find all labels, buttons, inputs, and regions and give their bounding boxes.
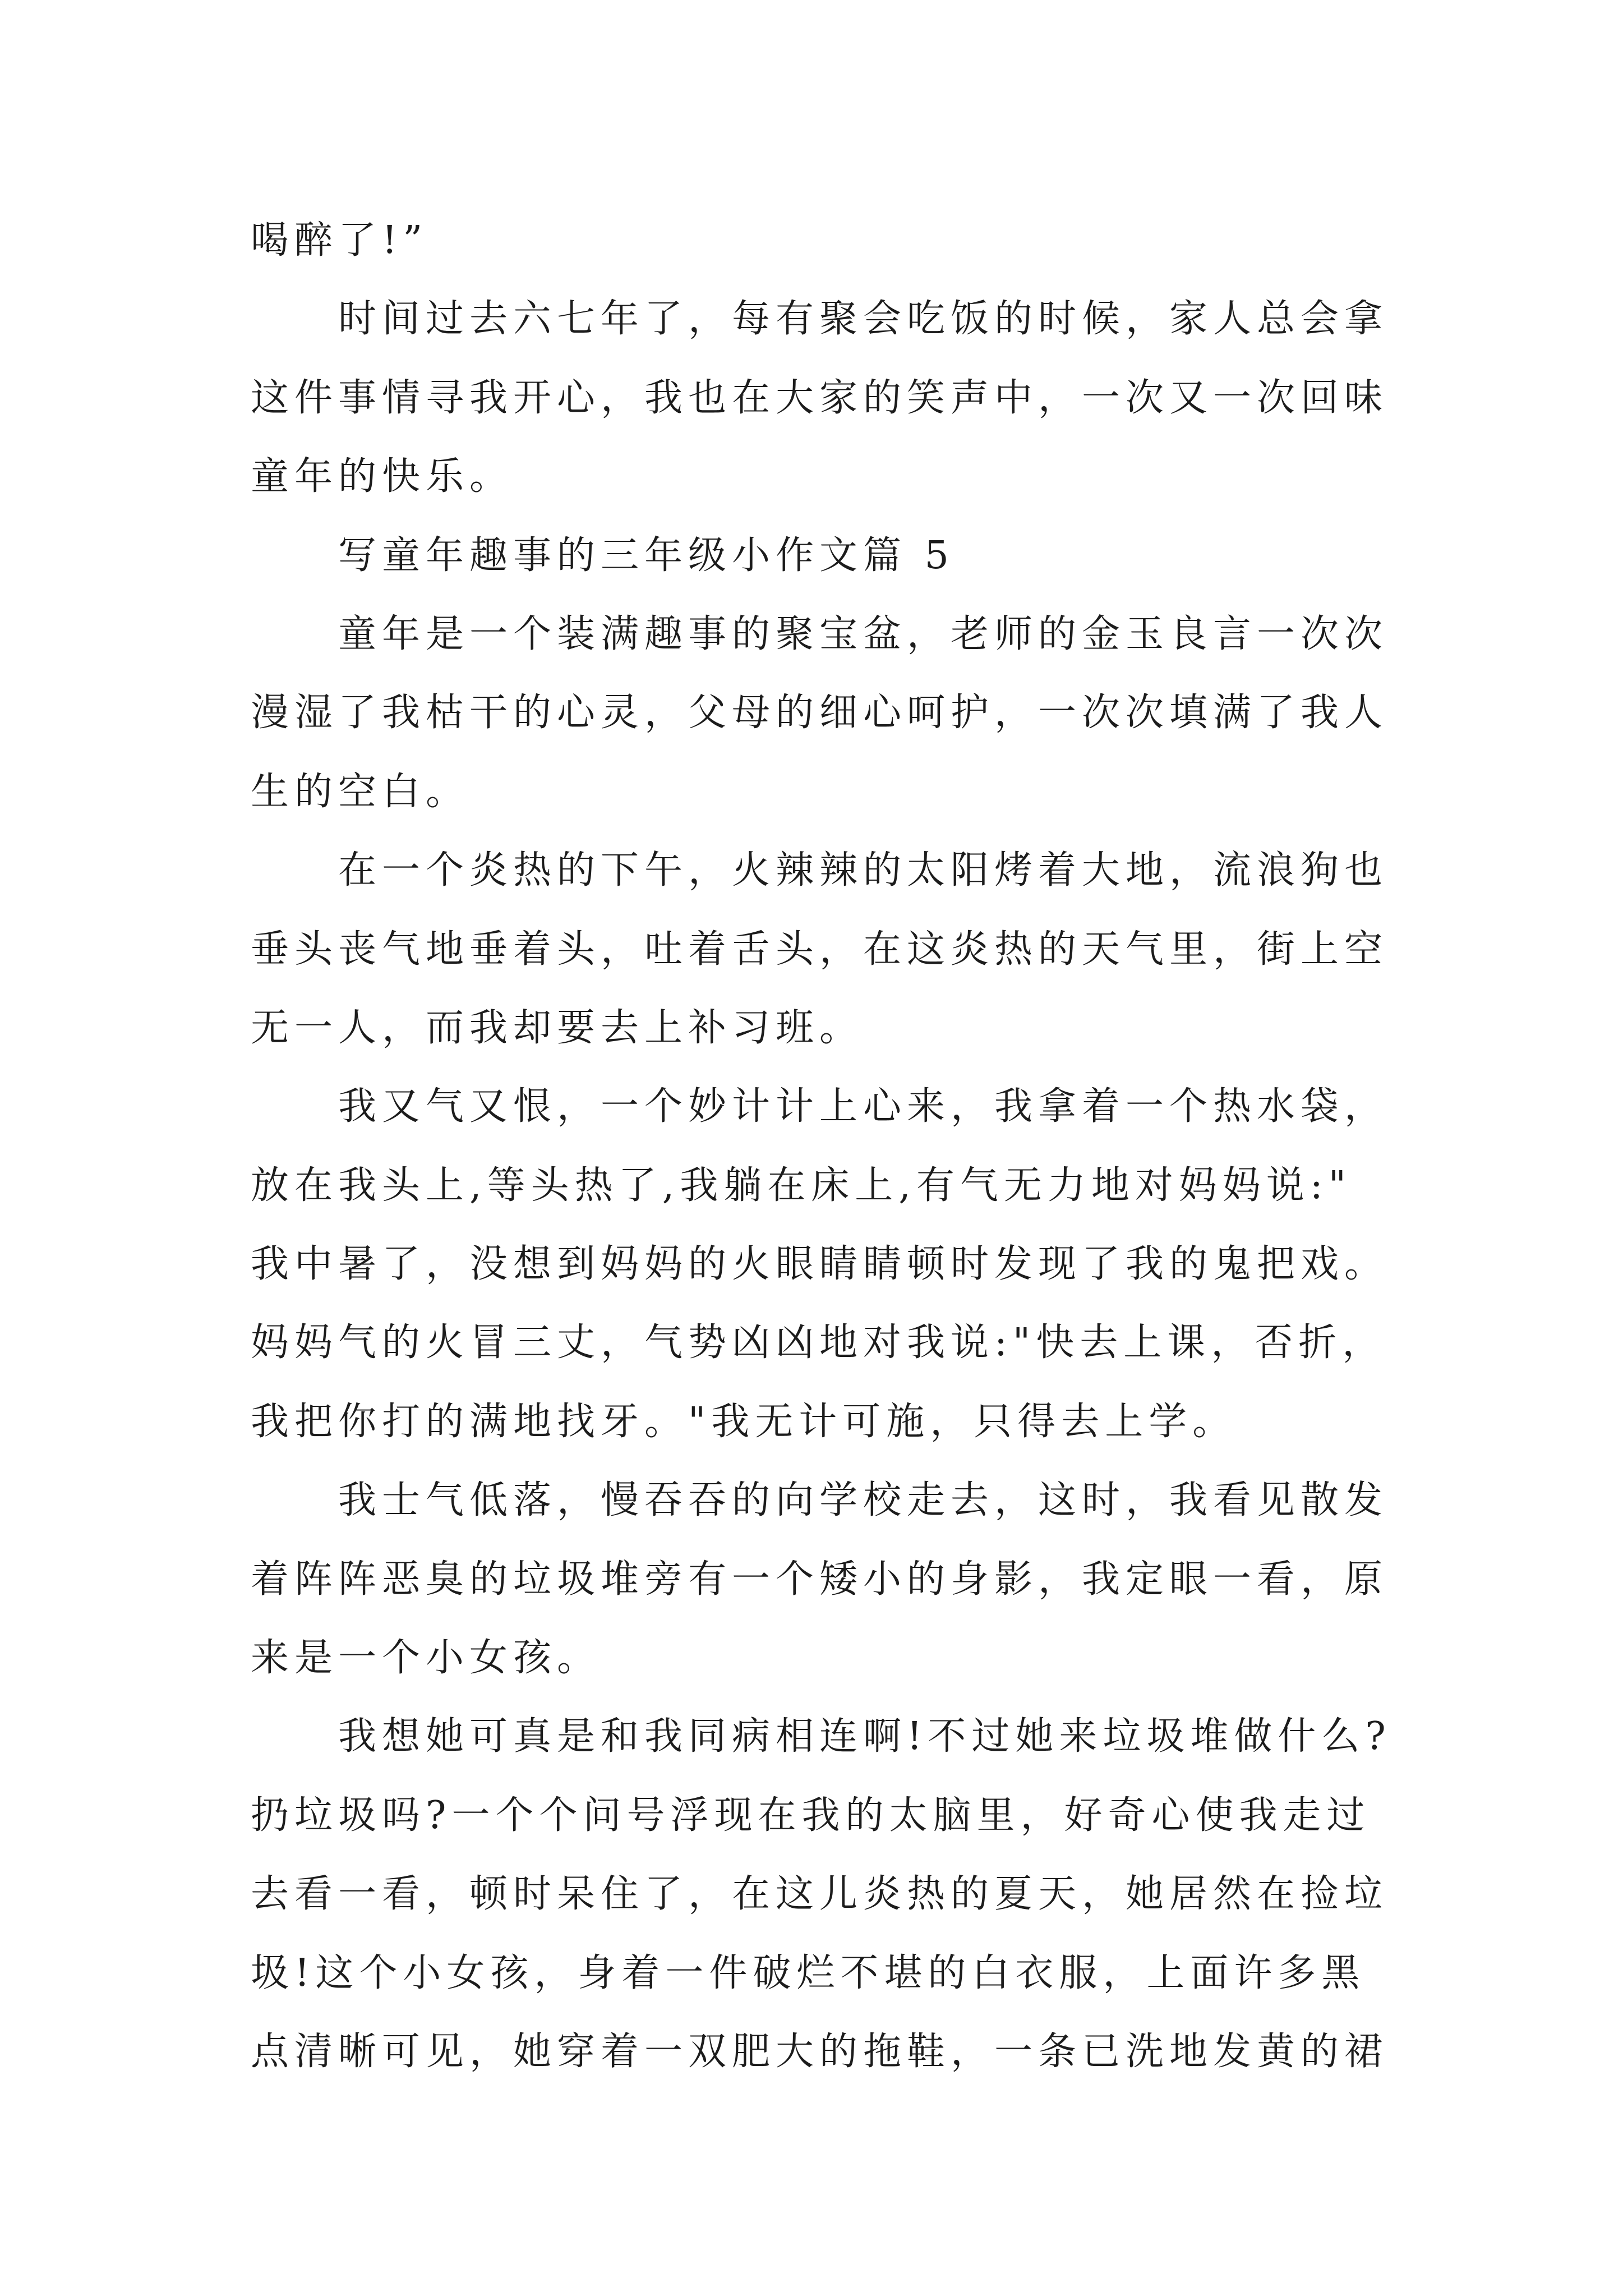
text-line: 我想她可真是和我同病相连啊!不过她来垃圾堆做什么?	[338, 1714, 1391, 1759]
text-line: 在一个炎热的下午，火辣辣的太阳烤着大地，流浪狗也	[338, 848, 1389, 893]
paragraph	[251, 1461, 1406, 1697]
text-line: 童年的快乐。	[251, 454, 514, 499]
paragraph	[251, 280, 1406, 516]
text-line: 妈妈气的火冒三丈，气势凶凶地对我说:"快去上课，否折，	[251, 1320, 1386, 1365]
document-body	[251, 201, 1406, 2091]
text-line: 我把你打的满地找牙。"我无计可施，只得去上学。	[251, 1399, 1237, 1444]
text-line: 来是一个小女孩。	[251, 1636, 601, 1681]
paragraph	[251, 1697, 1406, 2091]
text-line: 着阵阵恶臭的垃圾堆旁有一个矮小的身影，我定眼一看，原	[251, 1557, 1389, 1602]
text-line: 我士气低落，慢吞吞的向学校走去，这时，我看见散发	[338, 1478, 1389, 1523]
text-line: 去看一看，顿时呆住了，在这儿炎热的夏天，她居然在捡垃	[251, 1872, 1389, 1917]
text-line: 漫湿了我枯干的心灵，父母的细心呵护，一次次填满了我人	[251, 691, 1389, 735]
text-line: 时间过去六七年了，每有聚会吃饭的时候，家人总会拿	[338, 297, 1389, 342]
text-line: 垂头丧气地垂着头，吐着舌头，在这炎热的天气里，街上空	[251, 927, 1389, 972]
paragraph	[251, 595, 1406, 831]
text-line: 童年是一个装满趣事的聚宝盆，老师的金玉良言一次次	[338, 611, 1389, 656]
text-line: 这件事情寻我开心，我也在大家的笑声中，一次又一次回味	[251, 375, 1389, 420]
text-line: 放在我头上,等头热了,我躺在床上,有气无力地对妈妈说:"	[251, 1163, 1352, 1208]
text-line: 我又气又恨，一个妙计计上心来，我拿着一个热水袋，	[338, 1084, 1389, 1129]
text-line: 点清晰可见，她穿着一双肥大的拖鞋，一条已洗地发黄的裙	[251, 2029, 1389, 2074]
paragraph	[251, 1068, 1406, 1461]
text-line: 扔垃圾吗?一个个问号浮现在我的太脑里，好奇心使我走过	[251, 1793, 1371, 1838]
text-line: 喝醉了!”	[251, 218, 428, 263]
paragraph	[251, 831, 1406, 1068]
heading-line: 写童年趣事的三年级小作文篇 5	[338, 533, 955, 578]
section-heading	[251, 517, 1406, 595]
text-line: 我中暑了，没想到妈妈的火眼睛睛顿时发现了我的鬼把戏。	[251, 1242, 1389, 1287]
text-line: 生的空白。	[251, 769, 470, 814]
paragraph-continued	[251, 201, 1406, 280]
text-line: 无一人，而我却要去上补习班。	[251, 1005, 864, 1050]
text-line: 圾!这个小女孩，身着一件破烂不堪的白衣服，上面许多黑	[251, 1950, 1366, 1995]
